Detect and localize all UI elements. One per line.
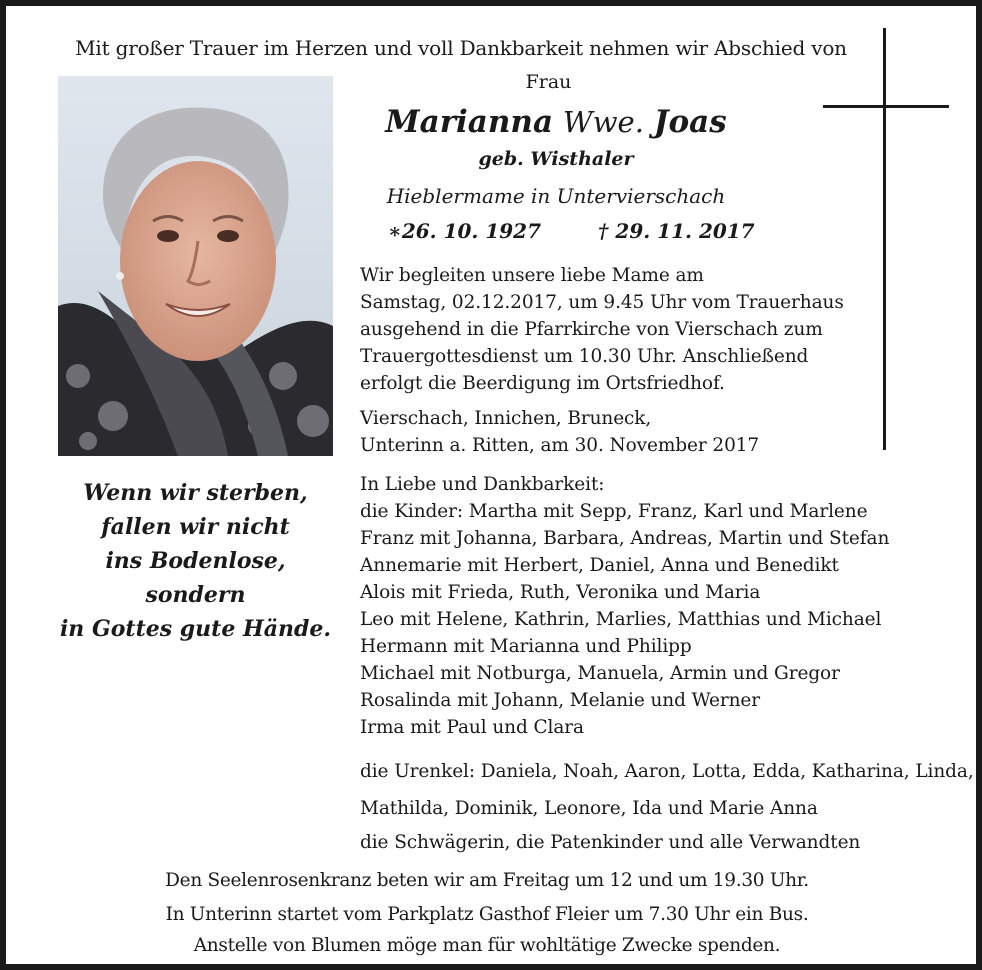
list-item: Franz mit Johanna, Barbara, Andreas, Martin und Stefan: [360, 528, 890, 549]
death-date: † 29. 11. 2017: [598, 219, 755, 243]
cross-horizontal: [823, 105, 949, 108]
mourners-list: [360, 471, 980, 741]
text-line: Unterinn a. Ritten, am 30. November 2017: [360, 435, 760, 456]
great-grandchildren: [360, 753, 980, 827]
quote-line: ins Bodenlose,: [105, 548, 286, 574]
quote-line: Wenn wir sterben,: [83, 480, 308, 506]
text-line: erfolgt die Beerdigung im Ortsfriedhof.: [360, 373, 725, 394]
quote-line: in Gottes gute Hände.: [59, 616, 332, 642]
list-item: Irma mit Paul und Clara: [360, 717, 584, 738]
bus-notice: In Unterinn startet vom Parkplatz Gasthof Fleier um 7.30 Uhr ein Bus.: [165, 904, 809, 925]
list-item: Annemarie mit Herbert, Daniel, Anna und Benedikt: [360, 555, 839, 576]
portrait-photo: [58, 76, 333, 456]
relatives: die Schwägerin, die Patenkinder und alle Verwandten: [360, 832, 861, 853]
birth-date: ∗26. 10. 1927: [388, 219, 541, 243]
list-item: Rosalinda mit Johann, Melanie und Werner: [360, 690, 761, 711]
text-line: Vierschach, Innichen, Bruneck,: [360, 408, 652, 429]
salutation: Frau: [525, 71, 572, 93]
text-line: Wir begleiten unsere liebe Mame am: [360, 265, 704, 286]
list-item: Michael mit Notburga, Manuela, Armin und Gregor: [360, 663, 840, 684]
text-line: Mathilda, Dominik, Leonore, Ida und Marie Anna: [360, 798, 818, 819]
house-name: Hieblermame in Untervierschach: [386, 184, 726, 208]
last-name: Joas: [653, 104, 727, 140]
place-and-date: [360, 405, 980, 459]
text-line: Trauergottesdienst um 10.30 Uhr. Anschließend: [360, 346, 809, 367]
list-item: die Kinder: Martha mit Sepp, Franz, Karl und Marlene: [360, 501, 868, 522]
mourners-intro: In Liebe und Dankbarkeit:: [360, 474, 605, 495]
deceased-name: [336, 104, 776, 140]
text-line: die Urenkel: Daniela, Noah, Aaron, Lotta, Edda, Katharina, Linda,: [360, 761, 974, 782]
list-item: Hermann mit Marianna und Philipp: [360, 636, 692, 657]
funeral-details: [360, 262, 980, 397]
quote-line: sondern: [145, 582, 246, 608]
rosary-notice: Den Seelenrosenkranz beten wir am Freitag um 12 und um 19.30 Uhr.: [165, 870, 809, 891]
birth-name: geb. Wisthaler: [478, 148, 634, 170]
donation-notice: Anstelle von Blumen möge man für wohltätige Zwecke spenden.: [193, 935, 781, 956]
list-item: Leo mit Helene, Kathrin, Marlies, Matthias und Michael: [360, 609, 882, 630]
list-item: Alois mit Frieda, Ruth, Veronika und Maria: [360, 582, 761, 603]
quote: [58, 476, 333, 646]
intro-text: Mit großer Trauer im Herzen und voll Dankbarkeit nehmen wir Abschied von: [75, 36, 847, 60]
text-line: ausgehend in die Pfarrkirche von Vierschach zum: [360, 319, 823, 340]
text-line: Samstag, 02.12.2017, um 9.45 Uhr vom Trauerhaus: [360, 292, 844, 313]
widow-title: Wwe.: [562, 105, 644, 139]
first-name: Marianna: [385, 104, 554, 140]
quote-line: fallen wir nicht: [101, 514, 290, 540]
